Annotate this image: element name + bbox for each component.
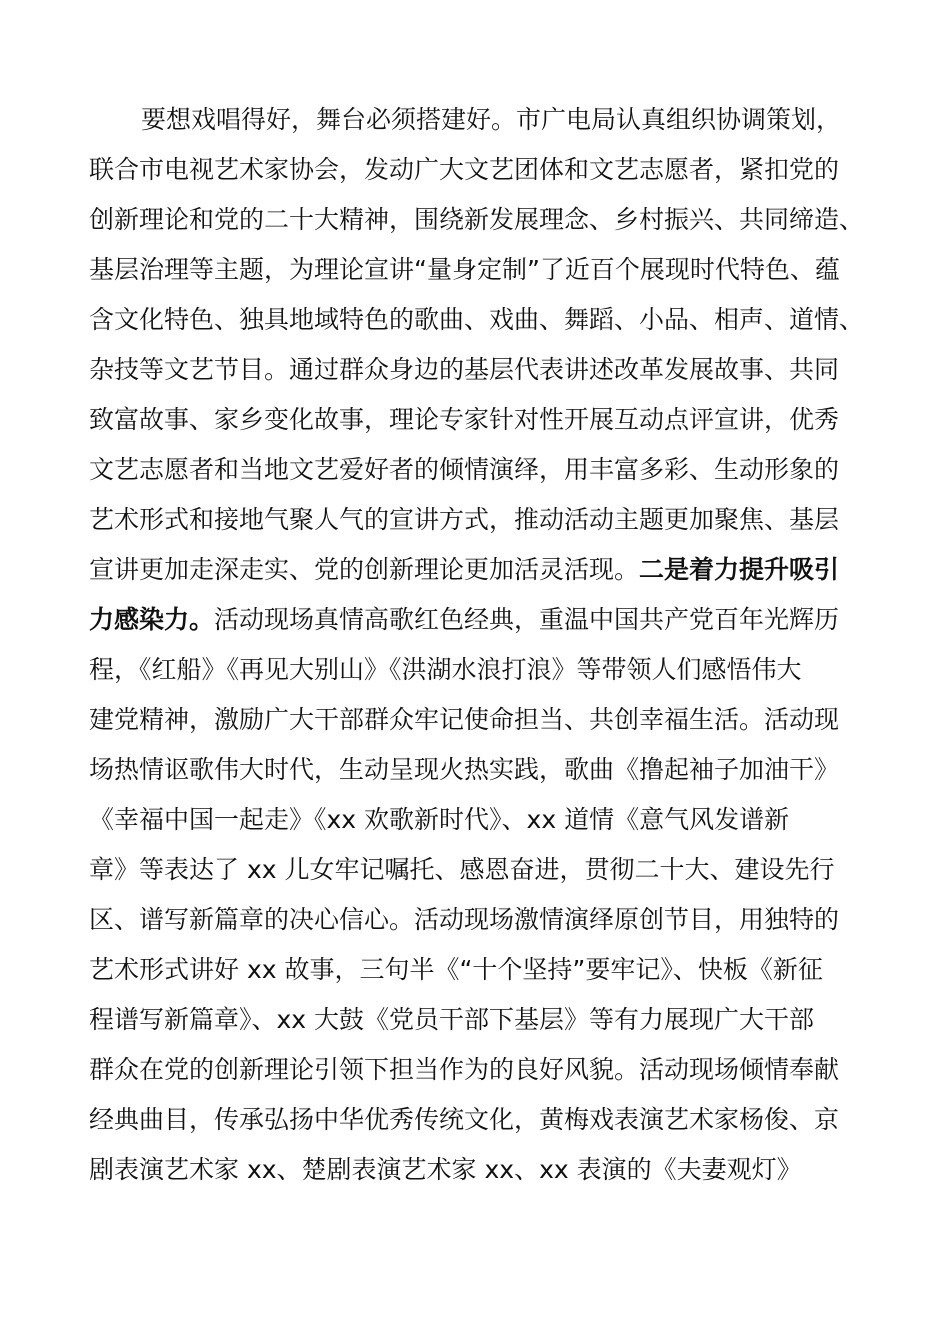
- text-line: [89, 445, 839, 495]
- text-run: 艺术形式和接地气聚人气的宣讲方式，推动活动主题更加聚焦、基层: [89, 505, 840, 534]
- text-line: [89, 745, 839, 795]
- text-line: [89, 495, 839, 545]
- text-run: 章》等表达了 xx 儿女牢记嘱托、感恩奋进，贯彻二十大、建设先行: [89, 855, 835, 884]
- text-run: 群众在党的创新理论引领下担当作为的良好风貌。活动现场倾情奉献: [89, 1055, 840, 1084]
- text-run: 剧表演艺术家 xx、楚剧表演艺术家 xx、xx 表演的《夫妻观灯》: [89, 1155, 802, 1184]
- text-line: [89, 695, 839, 745]
- text-run: 《幸福中国一起走》《xx 欢歌新时代》、xx 道情《意气风发谱新: [89, 805, 790, 834]
- text-run: 程，《红船》《再见大别山》《洪湖水浪打浪》等带领人们感悟伟大: [89, 655, 802, 684]
- text-run: 艺术形式讲好 xx 故事，三句半《“十个坚持”要牢记》、快板《新征: [89, 955, 823, 984]
- text-run: 程谱写新篇章》、xx 大鼓《党员干部下基层》等有力展现广大干部: [89, 1005, 815, 1034]
- text-line: [89, 1045, 839, 1095]
- text-run: 建党精神，激励广大干部群众牢记使命担当、共创幸福生活。活动现: [89, 705, 840, 734]
- text-line: [89, 945, 823, 995]
- text-line: [89, 395, 839, 445]
- text-run: 基层治理等主题，为理论宣讲“量身定制”了近百个展现时代特色、蕴: [89, 255, 840, 284]
- text-line: [89, 1095, 839, 1145]
- text-run: 场热情讴歌伟大时代，生动呈现火热实践，歌曲《撸起袖子加油干》: [89, 755, 840, 784]
- text-line: [89, 545, 839, 595]
- text-run: 区、谱写新篇章的决心信心。活动现场激情演绎原创节目，用独特的: [89, 905, 840, 934]
- text-run: 杂技等文艺节目。通过群众身边的基层代表讲述改革发展故事、共同: [89, 355, 840, 384]
- text-line: [141, 95, 841, 145]
- text-line: [89, 895, 839, 945]
- text-run: 活动现场真情高歌红色经典，重温中国共产党百年光辉历: [214, 605, 840, 634]
- text-line: [89, 1145, 802, 1195]
- text-line: [89, 245, 840, 295]
- text-run: 含文化特色、独具地域特色的歌曲、戏曲、舞蹈、小品、相声、道情、: [89, 305, 865, 334]
- text-line: [89, 995, 814, 1045]
- text-line: [89, 145, 839, 195]
- text-line: [89, 295, 864, 345]
- text-run: 宣讲更加走深走实、党的创新理论更加活灵活现。: [89, 555, 640, 584]
- bold-text-run: 二是着力提升吸引: [639, 555, 840, 584]
- text-run: 经典曲目，传承弘扬中华优秀传统文化，黄梅戏表演艺术家杨俊、京: [89, 1105, 840, 1134]
- text-line: [89, 845, 835, 895]
- text-line: [89, 195, 864, 245]
- bold-text-run: 力感染力。: [89, 605, 215, 634]
- text-run: 文艺志愿者和当地文艺爱好者的倾情演绎，用丰富多彩、生动形象的: [89, 455, 840, 484]
- text-line: [89, 645, 802, 695]
- text-line: [89, 595, 839, 645]
- text-run: 联合市电视艺术家协会，发动广大文艺团体和文艺志愿者，紧扣党的: [89, 155, 840, 184]
- text-line: [89, 345, 839, 395]
- text-line: [89, 795, 789, 845]
- text-run: 创新理论和党的二十大精神，围绕新发展理念、乡村振兴、共同缔造、: [89, 205, 865, 234]
- text-run: 致富故事、家乡变化故事，理论专家针对性开展互动点评宣讲，优秀: [89, 405, 840, 434]
- text-run: 要想戏唱得好，舞台必须搭建好。市广电局认真组织协调策划，: [141, 105, 842, 134]
